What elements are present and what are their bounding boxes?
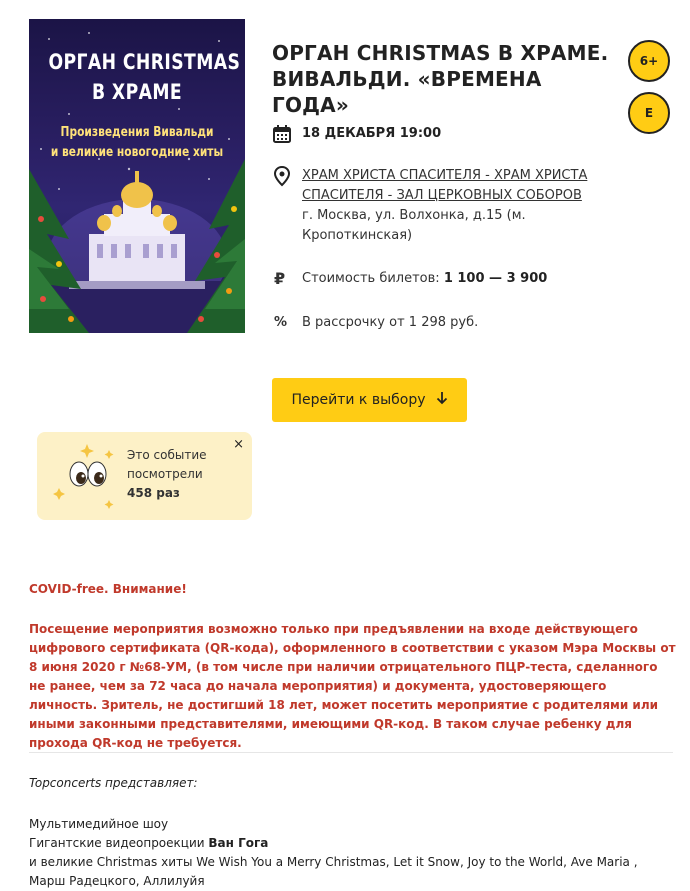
presenter-text: Topconcerts представляет: <box>29 776 198 790</box>
poster-title: ОРГАН CHRISTMAS В ХРАМЕ <box>48 50 241 104</box>
event-title: ОРГАН CHRISTMAS В ХРАМЕ. ВИВАЛЬДИ. «ВРЕМЕНА ГОДА» <box>272 41 609 117</box>
poster-subtitle: Произведения Вивальди и великие новогодние хиты <box>50 125 224 160</box>
van-gogh-bold: Ван Гога <box>208 836 269 850</box>
venue-address: г. Москва, ул. Волхонка, д.15 (м. Кропоткинская) <box>302 208 526 243</box>
close-icon[interactable]: × <box>233 437 244 452</box>
ruble-icon: ₽ <box>274 269 286 288</box>
views-line1: Это событие <box>127 448 207 462</box>
description-line3: и великие Christmas хиты We Wish You a Merry Christmas, Let it Snow, Joy to the World, Ave Maria , <box>29 855 638 869</box>
e-ticket-badge[interactable]: E <box>628 92 670 134</box>
venue-link[interactable]: ХРАМ ХРИСТА СПАСИТЕЛЯ - ХРАМ ХРИСТА СПАСИТЕЛЯ - ЗАЛ ЦЕРКОВНЫХ СОБОРОВ <box>302 168 588 203</box>
covid-body: Посещение мероприятия возможно только при предъявлении на входе действующего цифрового сертификата (QR-кода), оформленного в соответствии с указом Мэра Москвы от 8 июня 2020 г №68-УМ, (в том числе при наличии отрицательного ПЦР-теста, сделанного не ранее, чем за 72 часа до начала мероприятия) и документа, удостоверяющего личность. Зритель, не достигший 18 лет, может посетить мероприятие с родителями или иными законными представителями, имеющими QR-код. В таком случае ребенку для прохода QR-код не требуется. <box>29 622 676 750</box>
age-rating-badge: 6+ <box>628 40 670 82</box>
divider <box>29 752 673 753</box>
views-line2: посмотрели <box>127 467 203 481</box>
percent-icon: % <box>274 315 288 330</box>
price-label: Стоимость билетов: <box>302 271 440 286</box>
location-pin-icon <box>272 166 292 186</box>
description-line2: Гигантские видеопроекции Ван Гога <box>29 836 269 850</box>
views-count: 458 раз <box>127 486 180 500</box>
go-to-selection-button[interactable] <box>272 378 467 422</box>
go-to-selection-label: Перейти к выбору <box>291 392 426 408</box>
arrow-down-icon <box>436 391 448 409</box>
eyes-icon <box>51 438 131 516</box>
covid-heading: COVID-free. Внимание! <box>29 582 187 596</box>
views-counter-card <box>37 432 252 520</box>
event-date: 18 ДЕКАБРЯ 19:00 <box>302 126 442 141</box>
price-value: 1 100 — 3 900 <box>443 271 548 286</box>
installment-text: В рассрочку от 1 298 руб. <box>302 315 479 330</box>
description-line4: Марш Радецкого, Аллилуйя <box>29 874 205 888</box>
description-line1: Мультимедийное шоу <box>29 817 169 831</box>
event-poster[interactable] <box>29 19 245 333</box>
calendar-icon <box>272 124 292 144</box>
